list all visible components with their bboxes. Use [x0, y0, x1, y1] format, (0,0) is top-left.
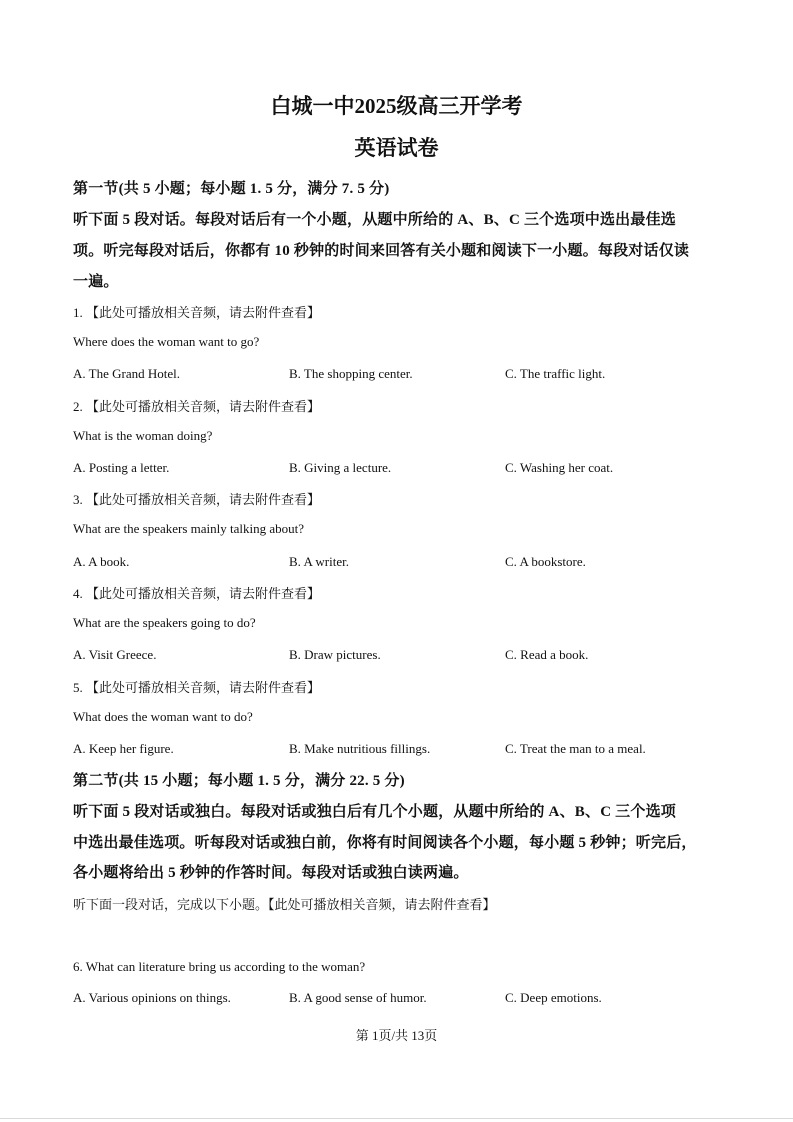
q3-option-b: B. A writer.: [289, 554, 349, 569]
page-bottom-divider: [0, 1118, 793, 1119]
q4-option-c: C. Read a book.: [505, 647, 589, 662]
section2-instruction-line3: 各小题将给出 5 秒钟的作答时间。每段对话或独白读两遍。: [73, 865, 469, 881]
section2-instruction-line2: 中选出最佳选项。听每段对话或独白前，你将有时间阅读各个小题，每小题 5 秒钟；听完后，: [73, 835, 697, 851]
q4-option-a: A. Visit Greece.: [73, 647, 157, 662]
q5-audio-note: 5. 【此处可播放相关音频，请去附件查看】: [73, 680, 321, 695]
q1-option-a: A. The Grand Hotel.: [73, 366, 180, 381]
q5-option-b: B. Make nutritious fillings.: [289, 741, 431, 756]
q6-option-a: A. Various opinions on things.: [73, 990, 231, 1005]
q4-question: What are the speakers going to do?: [73, 615, 256, 630]
q5-option-a: A. Keep her figure.: [73, 741, 174, 756]
q5-option-c: C. Treat the man to a meal.: [505, 741, 646, 756]
section1-instruction-line3: 一遍。: [73, 274, 119, 290]
q1-audio-note: 1. 【此处可播放相关音频，请去附件查看】: [73, 305, 321, 320]
q5-question: What does the woman want to do?: [73, 709, 253, 724]
q3-option-a: A. A book.: [73, 554, 130, 569]
page-number-footer: 第 1页/共 13页: [355, 1028, 438, 1043]
q6-option-b: B. A good sense of humor.: [289, 990, 427, 1005]
q1-option-c: C. The traffic light.: [505, 366, 606, 381]
q3-option-c: C. A bookstore.: [505, 554, 586, 569]
q6-option-c: C. Deep emotions.: [505, 990, 602, 1005]
exam-subtitle: 英语试卷: [354, 136, 439, 160]
section2-instruction-line1: 听下面 5 段对话或独白。每段对话或独白后有几个小题，从题中所给的 A、B、C 三个选项: [73, 804, 676, 820]
q2-option-c: C. Washing her coat.: [505, 460, 614, 475]
q3-audio-note: 3. 【此处可播放相关音频，请去附件查看】: [73, 492, 321, 507]
section1-instruction-line1: 听下面 5 段对话。每段对话后有一个小题，从题中所给的 A、B、C 三个选项中选出最佳选: [73, 212, 676, 228]
q1-option-b: B. The shopping center.: [289, 366, 413, 381]
q2-option-a: A. Posting a letter.: [73, 460, 170, 475]
q4-audio-note: 4. 【此处可播放相关音频，请去附件查看】: [73, 586, 321, 601]
exam-title: 白城一中2025级高三开学考: [270, 94, 523, 118]
q2-audio-note: 2. 【此处可播放相关音频，请去附件查看】: [73, 399, 321, 414]
q3-question: What are the speakers mainly talking about?: [73, 521, 305, 536]
q2-option-b: B. Giving a lecture.: [289, 460, 392, 475]
q2-question: What is the woman doing?: [73, 428, 213, 443]
section1-instruction-line2: 项。听完每段对话后，你都有 10 秒钟的时间来回答有关小题和阅读下一小题。每段对话仅读: [73, 243, 690, 259]
q4-option-b: B. Draw pictures.: [289, 647, 381, 662]
q6-question: 6. What can literature bring us according to the woman?: [73, 959, 366, 974]
section1-heading: 第一节(共 5 小题；每小题 1. 5 分，满分 7. 5 分): [73, 181, 390, 197]
section2-heading: 第二节(共 15 小题；每小题 1. 5 分，满分 22. 5 分): [73, 773, 405, 789]
section2-audio-note: 听下面一段对话，完成以下小题。【此处可播放相关音频，请去附件查看】: [73, 897, 496, 912]
q1-question: Where does the woman want to go?: [73, 334, 260, 349]
